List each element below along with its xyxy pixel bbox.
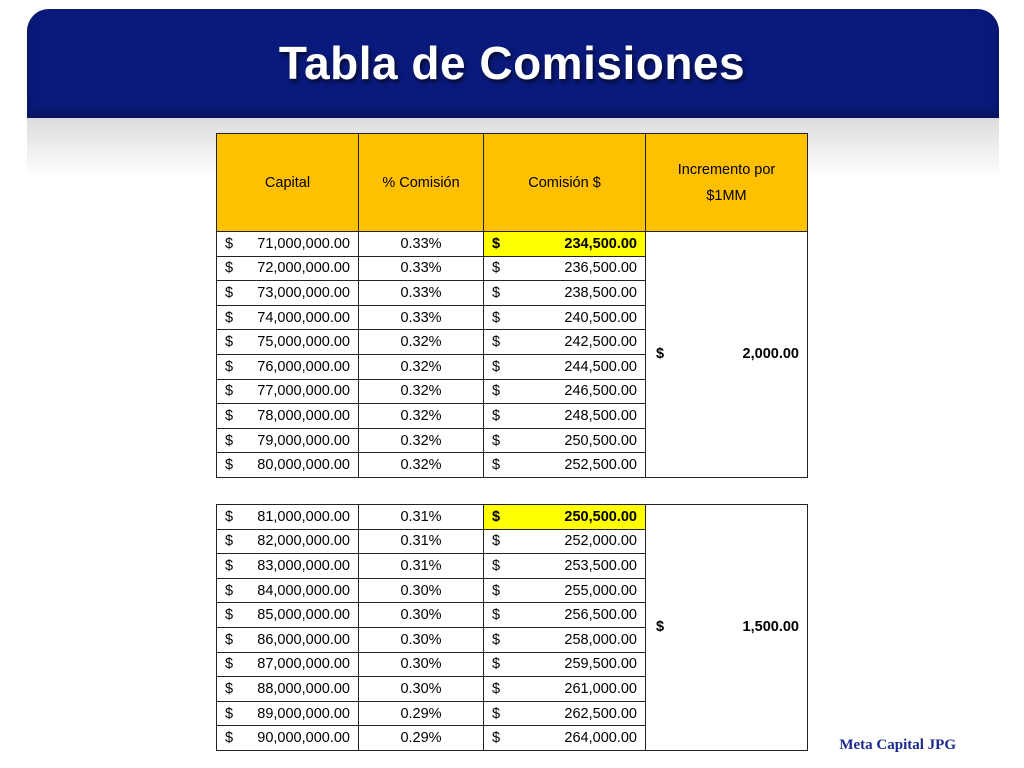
currency-symbol: $ (225, 383, 234, 400)
capital-value: 73,000,000.00 (257, 284, 350, 301)
comision-cell (484, 256, 646, 281)
comision-cell (484, 330, 646, 355)
comision-cell (484, 701, 646, 726)
comision-value: 262,500.00 (564, 705, 637, 722)
comision-cell (484, 652, 646, 677)
header-incremento-line2: $1MM (706, 187, 747, 204)
currency-symbol: $ (225, 407, 234, 424)
comision-value: 242,500.00 (564, 334, 637, 351)
comision-cell (484, 603, 646, 628)
capital-cell (217, 404, 359, 429)
incremento-cell (646, 232, 808, 478)
header-capital: Capital (217, 134, 359, 232)
comision-value: 264,000.00 (564, 730, 637, 747)
comision-cell (484, 578, 646, 603)
capital-cell (217, 529, 359, 554)
page-title: Tabla de Comisiones (278, 37, 746, 89)
currency-symbol: $ (492, 260, 501, 277)
comision-value: 240,500.00 (564, 309, 637, 326)
capital-cell (217, 453, 359, 478)
capital-cell (217, 232, 359, 257)
pct-comision-cell: 0.32% (359, 453, 484, 478)
capital-value: 75,000,000.00 (257, 334, 350, 351)
capital-cell (217, 652, 359, 677)
currency-symbol: $ (225, 235, 234, 252)
currency-symbol: $ (225, 582, 234, 599)
currency-symbol: $ (492, 432, 501, 449)
currency-symbol: $ (492, 334, 501, 351)
header-pct-comision: % Comisión (359, 134, 484, 232)
pct-comision-cell: 0.29% (359, 726, 484, 751)
currency-symbol: $ (656, 346, 665, 363)
table-row (217, 505, 808, 530)
comision-value: 234,500.00 (564, 235, 637, 252)
currency-symbol: $ (225, 730, 234, 747)
currency-symbol: $ (225, 284, 234, 301)
currency-symbol: $ (656, 619, 665, 636)
pct-comision-cell: 0.31% (359, 554, 484, 579)
comision-value: 252,500.00 (564, 457, 637, 474)
pct-comision-cell: 0.32% (359, 428, 484, 453)
capital-cell (217, 554, 359, 579)
comision-cell (484, 677, 646, 702)
currency-symbol: $ (492, 730, 501, 747)
capital-value: 74,000,000.00 (257, 309, 350, 326)
capital-value: 71,000,000.00 (257, 235, 350, 252)
capital-value: 87,000,000.00 (257, 656, 350, 673)
currency-symbol: $ (225, 309, 234, 326)
currency-symbol: $ (225, 533, 234, 550)
capital-cell (217, 305, 359, 330)
capital-value: 84,000,000.00 (257, 582, 350, 599)
incremento-cell (646, 505, 808, 751)
capital-cell (217, 578, 359, 603)
comision-value: 248,500.00 (564, 407, 637, 424)
capital-cell (217, 354, 359, 379)
header-incremento-line1: Incremento por (677, 161, 776, 178)
capital-value: 76,000,000.00 (257, 358, 350, 375)
currency-symbol: $ (492, 557, 501, 574)
capital-value: 81,000,000.00 (257, 508, 350, 525)
header-incremento (646, 134, 808, 232)
comision-value: 244,500.00 (564, 358, 637, 375)
comision-value: 258,000.00 (564, 631, 637, 648)
currency-symbol: $ (492, 309, 501, 326)
pct-comision-cell: 0.33% (359, 232, 484, 257)
pct-comision-cell: 0.30% (359, 578, 484, 603)
pct-comision-cell: 0.30% (359, 603, 484, 628)
currency-symbol: $ (492, 358, 501, 375)
capital-cell (217, 379, 359, 404)
comision-value: 255,000.00 (564, 582, 637, 599)
capital-value: 83,000,000.00 (257, 557, 350, 574)
capital-value: 90,000,000.00 (257, 730, 350, 747)
pct-comision-cell: 0.32% (359, 330, 484, 355)
footer-brand: Meta Capital JPG (839, 737, 956, 753)
currency-symbol: $ (492, 235, 501, 252)
capital-value: 89,000,000.00 (257, 705, 350, 722)
comision-value: 250,500.00 (564, 432, 637, 449)
currency-symbol: $ (225, 705, 234, 722)
currency-symbol: $ (225, 508, 234, 525)
table-row (217, 232, 808, 257)
comision-value: 259,500.00 (564, 656, 637, 673)
incremento-value: 2,000.00 (742, 346, 799, 363)
capital-value: 82,000,000.00 (257, 533, 350, 550)
pct-comision-cell: 0.30% (359, 677, 484, 702)
table-header-row (217, 134, 808, 232)
currency-symbol: $ (492, 631, 501, 648)
comision-cell (484, 354, 646, 379)
capital-cell (217, 701, 359, 726)
currency-symbol: $ (225, 260, 234, 277)
comision-value: 261,000.00 (564, 680, 637, 697)
capital-cell (217, 281, 359, 306)
capital-value: 88,000,000.00 (257, 680, 350, 697)
pct-comision-cell: 0.30% (359, 627, 484, 652)
comision-cell (484, 305, 646, 330)
currency-symbol: $ (225, 680, 234, 697)
currency-symbol: $ (225, 334, 234, 351)
currency-symbol: $ (492, 656, 501, 673)
pct-comision-cell: 0.32% (359, 404, 484, 429)
capital-cell (217, 677, 359, 702)
capital-cell (217, 726, 359, 751)
pct-comision-cell: 0.33% (359, 256, 484, 281)
comision-cell (484, 529, 646, 554)
currency-symbol: $ (225, 432, 234, 449)
capital-cell (217, 256, 359, 281)
comision-value: 256,500.00 (564, 607, 637, 624)
currency-symbol: $ (492, 407, 501, 424)
currency-symbol: $ (492, 383, 501, 400)
comision-cell (484, 726, 646, 751)
pct-comision-cell: 0.32% (359, 354, 484, 379)
currency-symbol: $ (492, 705, 501, 722)
comision-value: 253,500.00 (564, 557, 637, 574)
currency-symbol: $ (225, 656, 234, 673)
comision-cell (484, 554, 646, 579)
currency-symbol: $ (492, 457, 501, 474)
pct-comision-cell: 0.30% (359, 652, 484, 677)
comision-cell (484, 627, 646, 652)
commission-table-group-2 (216, 504, 808, 751)
commission-table-group-1 (216, 133, 808, 478)
incremento-value: 1,500.00 (742, 619, 799, 636)
comision-cell (484, 379, 646, 404)
header-comision: Comisión $ (484, 134, 646, 232)
capital-value: 72,000,000.00 (257, 260, 350, 277)
capital-value: 80,000,000.00 (257, 457, 350, 474)
currency-symbol: $ (492, 582, 501, 599)
pct-comision-cell: 0.31% (359, 529, 484, 554)
comision-cell (484, 281, 646, 306)
comision-value: 250,500.00 (564, 508, 637, 525)
comision-value: 246,500.00 (564, 383, 637, 400)
comision-cell (484, 505, 646, 530)
capital-value: 79,000,000.00 (257, 432, 350, 449)
capital-value: 77,000,000.00 (257, 383, 350, 400)
comision-cell (484, 232, 646, 257)
capital-cell (217, 428, 359, 453)
currency-symbol: $ (225, 631, 234, 648)
capital-cell (217, 330, 359, 355)
currency-symbol: $ (492, 508, 501, 525)
currency-symbol: $ (492, 533, 501, 550)
currency-symbol: $ (225, 457, 234, 474)
comision-value: 238,500.00 (564, 284, 637, 301)
pct-comision-cell: 0.33% (359, 281, 484, 306)
currency-symbol: $ (492, 607, 501, 624)
comision-cell (484, 404, 646, 429)
pct-comision-cell: 0.32% (359, 379, 484, 404)
comision-cell (484, 428, 646, 453)
currency-symbol: $ (225, 607, 234, 624)
capital-cell (217, 627, 359, 652)
comision-cell (484, 453, 646, 478)
currency-symbol: $ (225, 358, 234, 375)
currency-symbol: $ (225, 557, 234, 574)
comision-value: 252,000.00 (564, 533, 637, 550)
capital-cell (217, 505, 359, 530)
capital-value: 86,000,000.00 (257, 631, 350, 648)
capital-value: 85,000,000.00 (257, 607, 350, 624)
pct-comision-cell: 0.33% (359, 305, 484, 330)
capital-value: 78,000,000.00 (257, 407, 350, 424)
pct-comision-cell: 0.31% (359, 505, 484, 530)
pct-comision-cell: 0.29% (359, 701, 484, 726)
comision-value: 236,500.00 (564, 260, 637, 277)
currency-symbol: $ (492, 680, 501, 697)
currency-symbol: $ (492, 284, 501, 301)
capital-cell (217, 603, 359, 628)
